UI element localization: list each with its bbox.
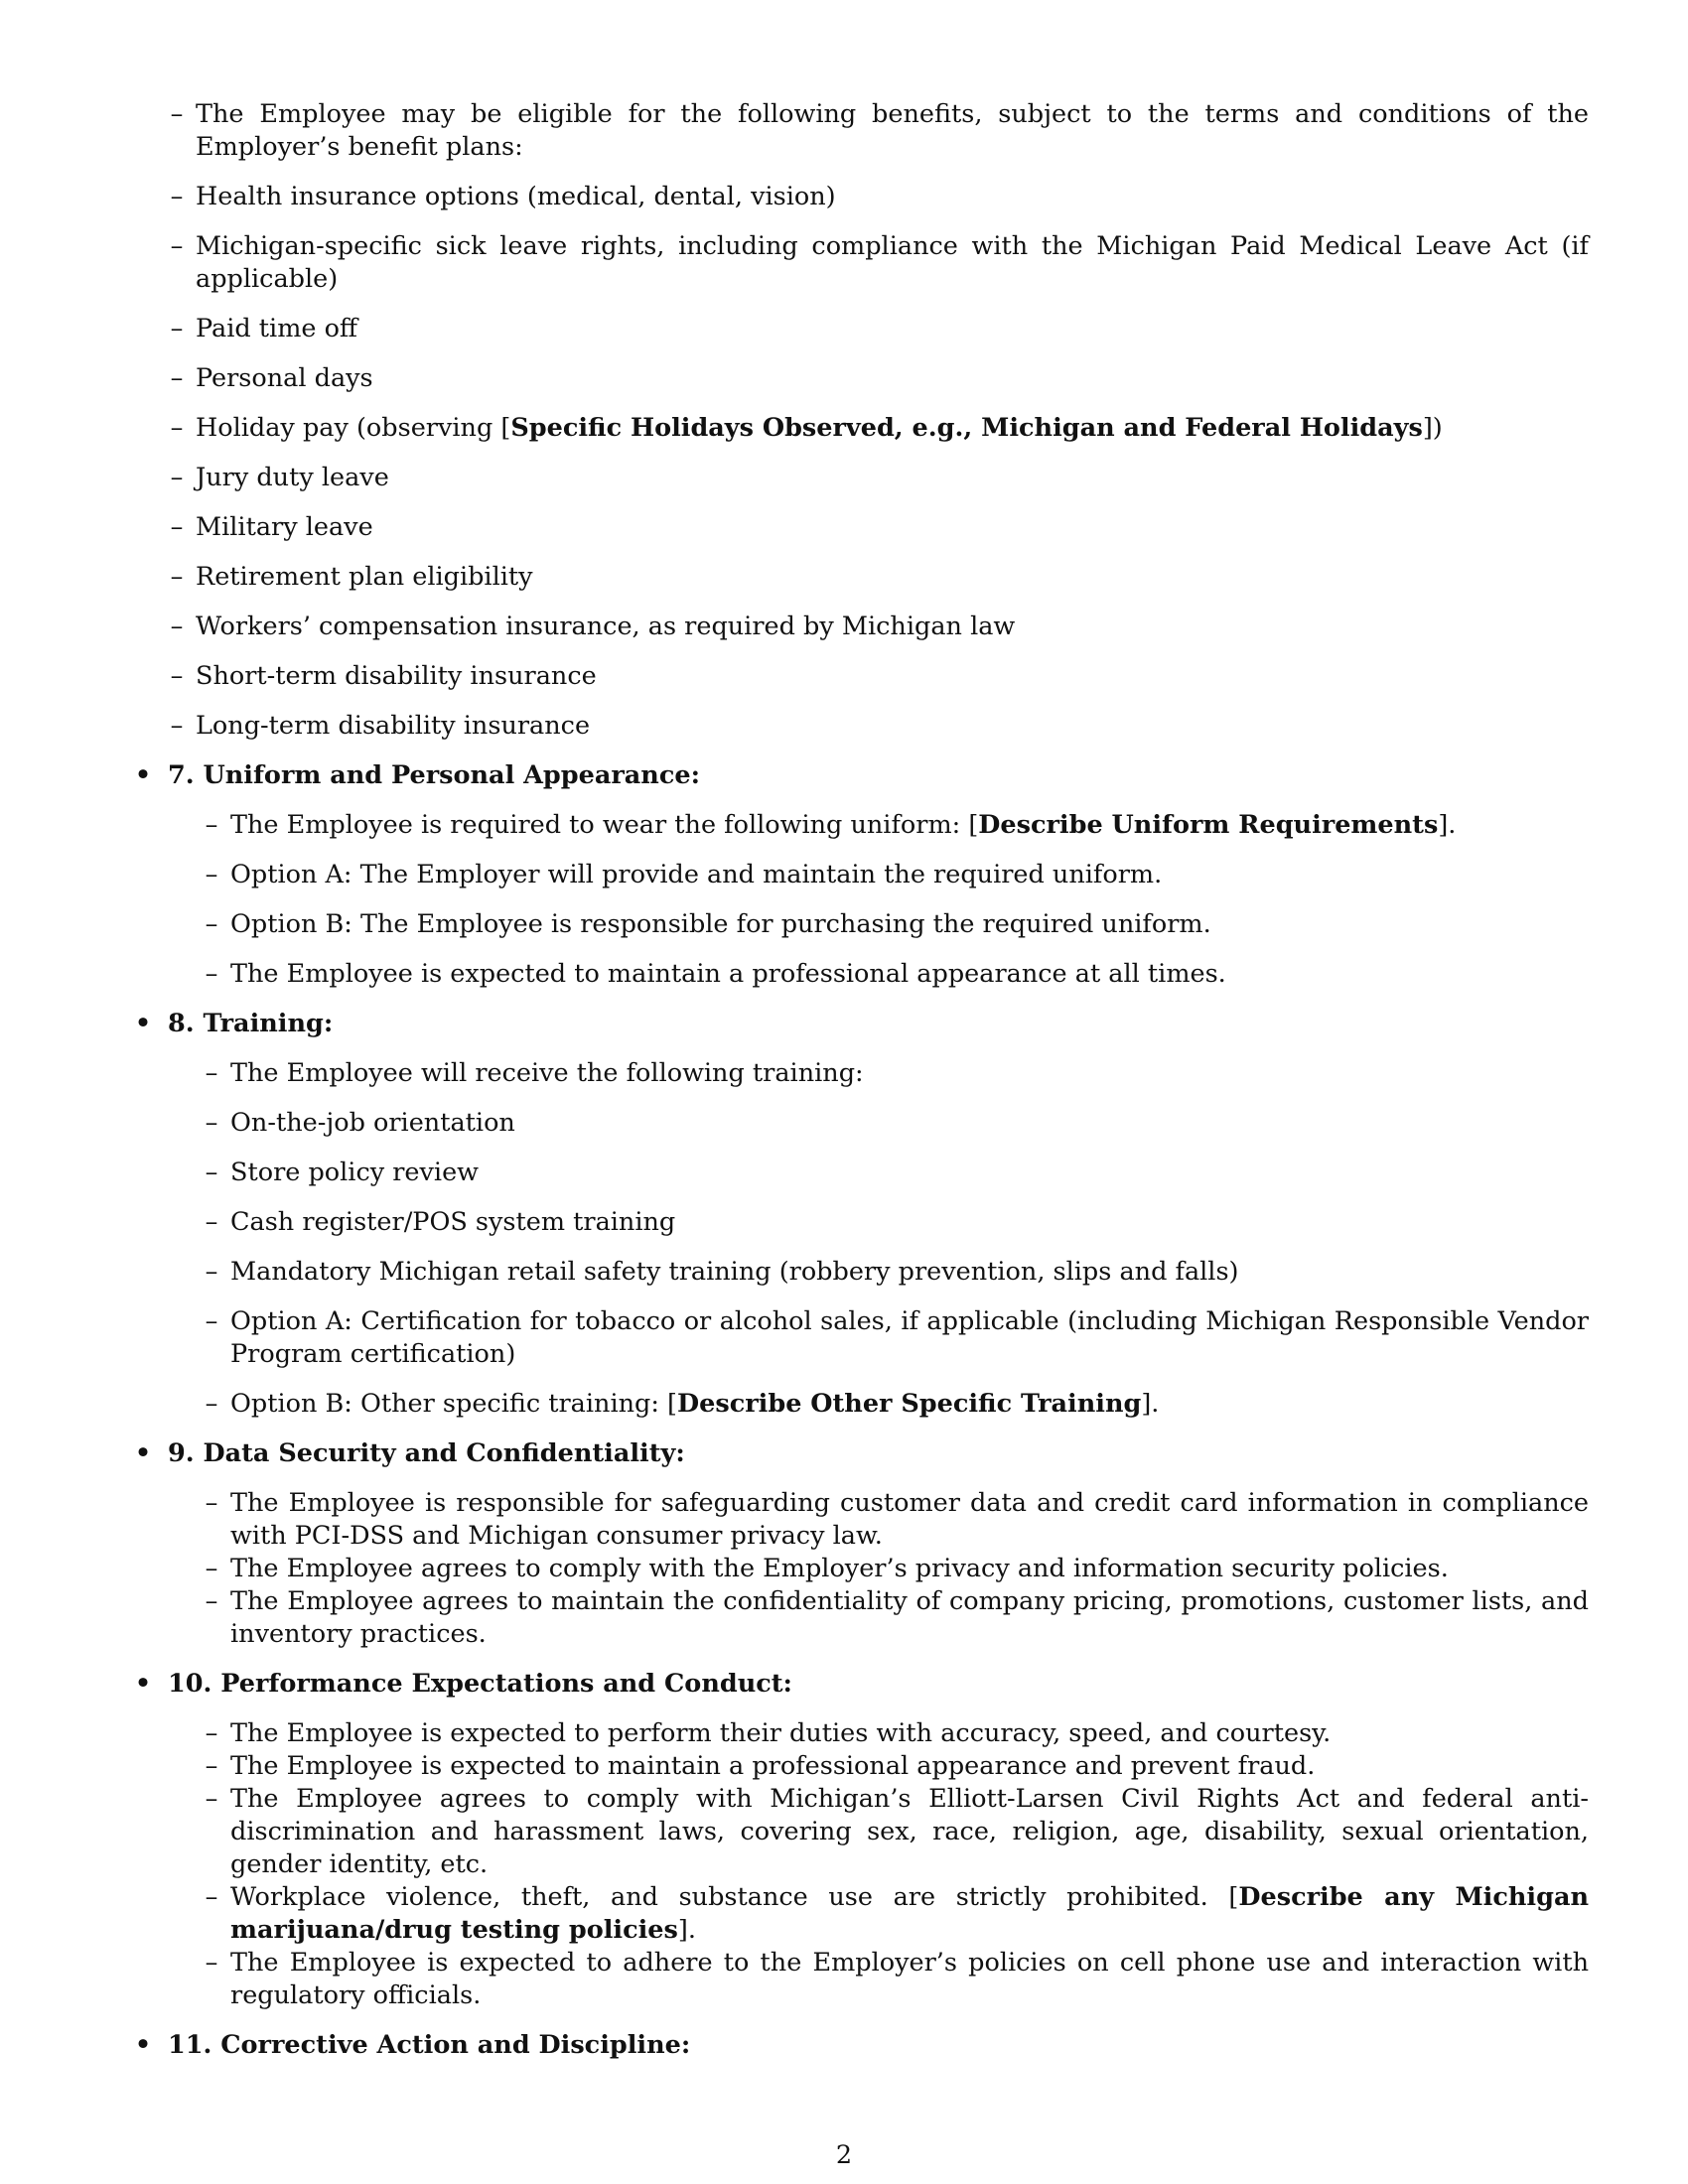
- list-item: – Long-term disability insurance: [133, 710, 1589, 743]
- list-item: – The Employee is expected to adhere to the Employer’s policies on cell phone use and interaction with regulatory officials.: [168, 1947, 1589, 2012]
- list-item: – On-the-job orientation: [168, 1107, 1589, 1140]
- bullet-dot: •: [134, 1438, 152, 1468]
- dash-bullet: –: [170, 363, 184, 393]
- placeholder-holidays: Specific Holidays Observed, e.g., Michigan and Federal Holidays: [510, 413, 1423, 443]
- list-item: – Option B: Other specific training: [Describe Other Specific Training].: [168, 1388, 1589, 1421]
- list-item: – The Employee agrees to comply with the Employer’s privacy and information security policies.: [168, 1553, 1589, 1585]
- dash-bullet: –: [170, 182, 184, 211]
- list-item: – Retirement plan eligibility: [133, 561, 1589, 594]
- dash-bullet: –: [170, 711, 184, 741]
- dash-bullet: –: [205, 1488, 218, 1518]
- dash-bullet: –: [205, 1751, 218, 1781]
- dash-bullet: –: [170, 562, 184, 592]
- section-heading: • 11. Corrective Action and Discipline:: [134, 2030, 691, 2060]
- bullet-dot: •: [134, 1009, 152, 1038]
- section-heading: • 8. Training:: [134, 1009, 334, 1038]
- dash-bullet: –: [170, 463, 184, 492]
- dash-bullet: –: [170, 413, 184, 443]
- list-item: – Paid time off: [133, 313, 1589, 345]
- dash-bullet: –: [205, 1882, 218, 1912]
- list-item: – The Employee is expected to perform their duties with accuracy, speed, and courtesy.: [168, 1717, 1589, 1750]
- dash-bullet: –: [205, 909, 218, 939]
- page-content: [133, 98, 1589, 2079]
- list-item: – Military leave: [133, 511, 1589, 544]
- section-uniform: [133, 759, 1589, 991]
- dash-bullet: –: [205, 810, 218, 840]
- dash-bullet: –: [205, 959, 218, 989]
- list-item: – The Employee may be eligible for the following benefits, subject to the terms and conditions of the Employer’s benefit plans:: [133, 98, 1589, 164]
- list-item: – The Employee agrees to comply with Michigan’s Elliott-Larsen Civil Rights Act and federal anti-discrimination and harassment laws, covering sex, race, religion, age, disability, sexual orientation, gender identity, etc.: [168, 1783, 1589, 1881]
- sections-list: [133, 759, 1589, 2062]
- list-item: – The Employee is expected to maintain a professional appearance at all times.: [168, 958, 1589, 991]
- dash-bullet: –: [205, 1554, 218, 1583]
- dash-bullet: –: [205, 1718, 218, 1748]
- dash-bullet: –: [205, 1158, 218, 1187]
- dash-bullet: –: [205, 860, 218, 889]
- list-item: – The Employee is expected to maintain a professional appearance and prevent fraud.: [168, 1750, 1589, 1783]
- list-item: – Option B: The Employee is responsible for purchasing the required uniform.: [168, 908, 1589, 941]
- section-corrective-action: [133, 2029, 1589, 2062]
- list-item: – Workplace violence, theft, and substance use are strictly prohibited. [Describe any Michigan marijuana/drug testing policies].: [168, 1881, 1589, 1947]
- dash-bullet: –: [205, 1257, 218, 1287]
- uniform-list: [168, 809, 1589, 991]
- list-item: – Health insurance options (medical, dental, vision): [133, 181, 1589, 213]
- page-number: 2: [835, 2140, 853, 2170]
- placeholder-training: Describe Other Specific Training: [677, 1389, 1142, 1419]
- placeholder-drug-testing: Describe any Michigan marijuana/drug testing policies: [230, 1882, 1590, 1945]
- list-item-holiday-pay: – Holiday pay (observing [Specific Holidays Observed, e.g., Michigan and Federal Holidays]): [133, 412, 1589, 445]
- dash-bullet: –: [205, 1058, 218, 1088]
- list-item: – Mandatory Michigan retail safety training (robbery prevention, slips and falls): [168, 1256, 1589, 1289]
- dash-bullet: –: [205, 1389, 218, 1419]
- data-security-list: [168, 1487, 1589, 1651]
- dash-bullet: –: [205, 1948, 218, 1978]
- dash-bullet: –: [170, 612, 184, 641]
- section-heading: • 9. Data Security and Confidentiality:: [134, 1438, 685, 1468]
- section-performance: [133, 1668, 1589, 2012]
- list-item: – Option A: The Employer will provide and maintain the required uniform.: [168, 859, 1589, 891]
- list-item: – The Employee is required to wear the following uniform: [Describe Uniform Requirements].: [168, 809, 1589, 842]
- section-data-security: [133, 1437, 1589, 1651]
- list-item: – The Employee will receive the following training:: [168, 1057, 1589, 1090]
- dash-bullet: –: [205, 1784, 218, 1814]
- dash-bullet: –: [205, 1586, 218, 1616]
- dash-bullet: –: [205, 1108, 218, 1138]
- training-list: [168, 1057, 1589, 1421]
- list-item: – Cash register/POS system training: [168, 1206, 1589, 1239]
- list-item: – The Employee is responsible for safeguarding customer data and credit card information in compliance with PCI-DSS and Michigan consumer privacy law.: [168, 1487, 1589, 1553]
- list-item: – Option A: Certification for tobacco or alcohol sales, if applicable (including Michigan Responsible Vendor Program certification): [168, 1305, 1589, 1371]
- placeholder-uniform: Describe Uniform Requirements: [978, 810, 1439, 840]
- section-training: [133, 1008, 1589, 1421]
- dash-bullet: –: [170, 99, 184, 129]
- list-item: – The Employee agrees to maintain the confidentiality of company pricing, promotions, customer lists, and inventory practices.: [168, 1585, 1589, 1651]
- list-item: – Short-term disability insurance: [133, 660, 1589, 693]
- bullet-dot: •: [134, 1669, 152, 1699]
- benefits-list: [133, 98, 1589, 743]
- bullet-dot: •: [134, 2030, 152, 2060]
- list-item: – Personal days: [133, 362, 1589, 395]
- list-item: – Store policy review: [168, 1157, 1589, 1189]
- dash-bullet: –: [205, 1306, 218, 1336]
- section-heading: • 10. Performance Expectations and Conduct:: [134, 1669, 792, 1699]
- list-item: – Jury duty leave: [133, 462, 1589, 494]
- dash-bullet: –: [205, 1207, 218, 1237]
- dash-bullet: –: [170, 314, 184, 343]
- list-item: – Michigan-specific sick leave rights, including compliance with the Michigan Paid Medical Leave Act (if applicable): [133, 230, 1589, 296]
- dash-bullet: –: [170, 231, 184, 261]
- bullet-dot: •: [134, 760, 152, 790]
- section-heading: • 7. Uniform and Personal Appearance:: [134, 760, 700, 790]
- list-item: – Workers’ compensation insurance, as required by Michigan law: [133, 611, 1589, 643]
- performance-list: [168, 1717, 1589, 2012]
- dash-bullet: –: [170, 512, 184, 542]
- dash-bullet: –: [170, 661, 184, 691]
